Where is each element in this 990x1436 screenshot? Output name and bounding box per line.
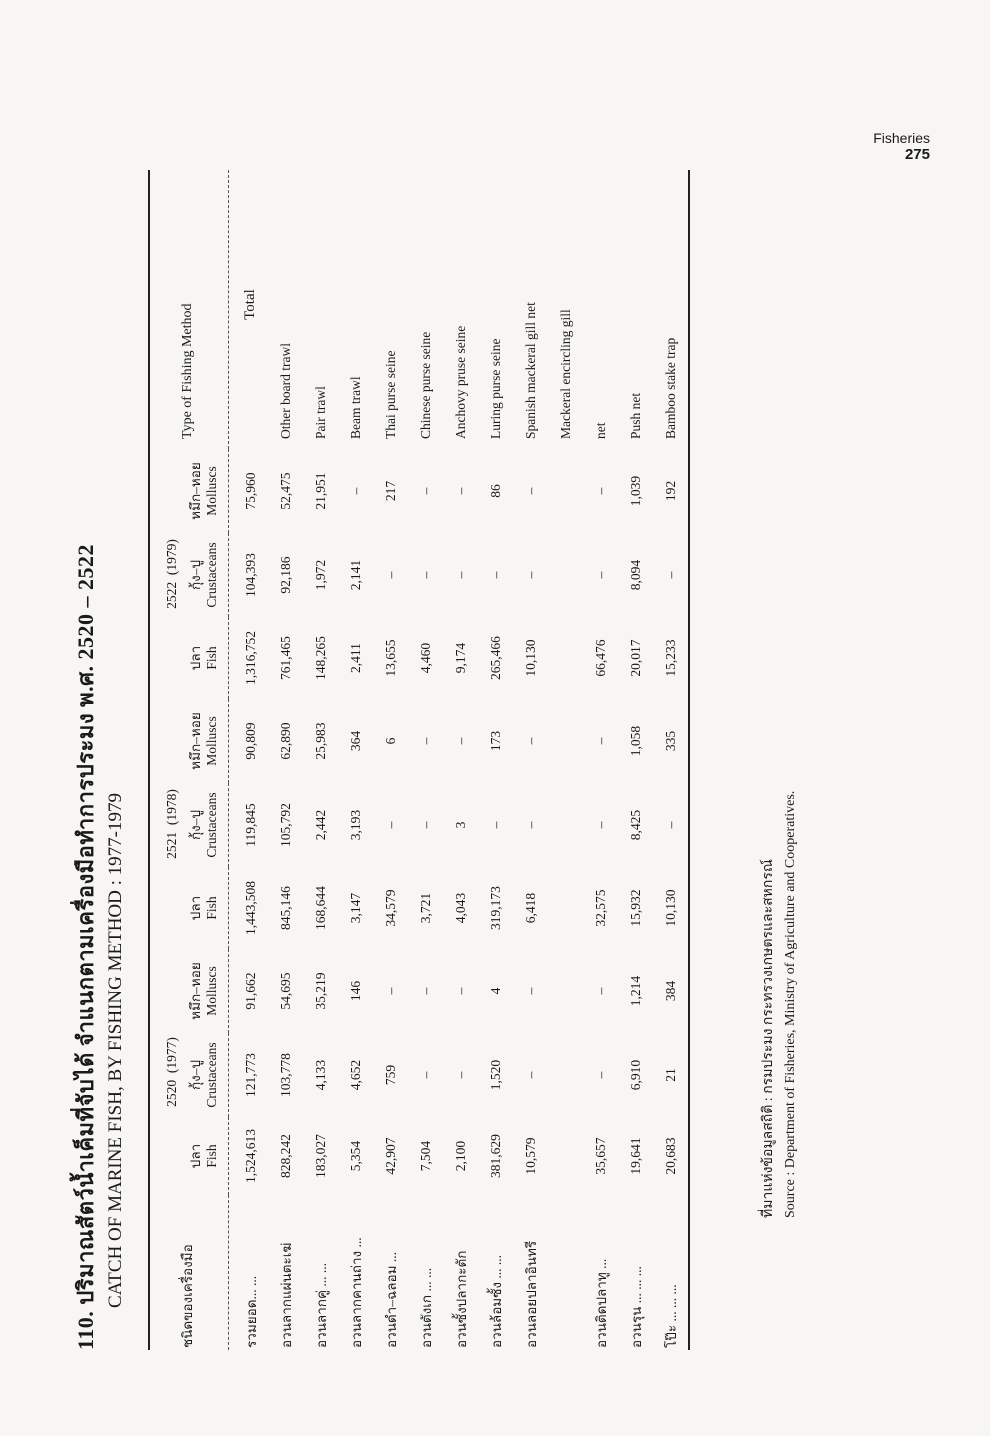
value-cell: – xyxy=(417,737,433,745)
row-label-english: Other board trawl xyxy=(277,343,293,439)
value-cell: 2,411 xyxy=(347,643,363,673)
empty-cell xyxy=(152,1195,180,1350)
source-note xyxy=(758,791,802,1218)
row-label-header-english: Type of Fishing Method xyxy=(180,303,195,439)
value-cell: 86 xyxy=(487,484,503,498)
value-cell: – xyxy=(522,737,538,745)
value-cell: 173 xyxy=(487,730,503,752)
year-ad: (1977) xyxy=(164,1037,179,1074)
value-cell: 1,524,613 xyxy=(242,1129,258,1183)
row-label-thai: อวนล้อมซั้ง ... ... xyxy=(488,1255,504,1348)
table-row xyxy=(583,170,618,1350)
col-crustaceans-1978: กุ้ง–ปู Crustaceans xyxy=(188,792,219,858)
value-cell: 21,951 xyxy=(312,472,328,510)
value-cell: 66,476 xyxy=(592,639,608,677)
row-label-thai: อวนซั้งปลากะตัก xyxy=(453,1250,469,1348)
row-label-english: Push net xyxy=(627,392,643,439)
row-label-english: Beam trawl xyxy=(347,376,363,439)
title-english: CATCH OF MARINE FISH, BY FISHING METHOD : 1977-1979 xyxy=(105,793,126,1308)
row-label-english: Mackeral encircling gill xyxy=(557,309,573,439)
value-cell: 62,890 xyxy=(277,722,293,760)
table-row xyxy=(513,170,548,1350)
value-cell: 384 xyxy=(662,980,678,1002)
col-molluscs-1978: หมึก–หอย Molluscs xyxy=(188,712,219,770)
source-thai: ที่มาแห่งข้อมูลสถิติ : กรมประมง กระทรวงเกษตรและสหกรณ์ xyxy=(761,859,776,1218)
row-label-thai: อวนตังเก ... ... xyxy=(418,1267,434,1348)
value-cell: 845,146 xyxy=(277,886,293,930)
value-cell: 8,425 xyxy=(627,809,643,841)
year-2522-header xyxy=(152,449,180,699)
value-cell: 759 xyxy=(382,1064,398,1086)
col-fish-1978: ปลา Fish xyxy=(188,895,219,921)
year-be: 2522 xyxy=(164,581,179,609)
value-cell: 7,504 xyxy=(417,1140,433,1172)
value-cell: 42,907 xyxy=(382,1137,398,1175)
value-cell: 4,043 xyxy=(452,892,468,924)
value-cell: – xyxy=(452,487,468,495)
row-label-english: Luring purse seine xyxy=(487,338,503,439)
row-label-thai: รวมยอด... ... xyxy=(243,1275,259,1348)
col-fish-1979: ปลา Fish xyxy=(188,645,219,671)
value-cell: 4,460 xyxy=(417,642,433,674)
col-crustaceans-1979: กุ้ง–ปู Crustaceans xyxy=(188,542,219,608)
value-cell: 19,641 xyxy=(627,1137,643,1175)
value-cell: 1,520 xyxy=(487,1059,503,1091)
source-english: Source : Department of Fisheries, Ministry of Agriculture and Cooperatives. xyxy=(783,790,798,1218)
row-label-english: Pair trawl xyxy=(312,386,328,439)
row-label-english: Total xyxy=(242,289,258,320)
value-cell: 35,219 xyxy=(312,972,328,1010)
value-cell: 265,466 xyxy=(487,636,503,680)
value-cell: – xyxy=(592,987,608,995)
value-cell: 364 xyxy=(347,730,363,752)
value-cell: 319,173 xyxy=(487,886,503,930)
year-be: 2521 xyxy=(164,831,179,859)
value-cell: 35,657 xyxy=(592,1137,608,1175)
value-cell: 1,316,752 xyxy=(242,631,258,685)
value-cell: 10,579 xyxy=(522,1137,538,1175)
value-cell: 8,094 xyxy=(627,559,643,591)
value-cell: – xyxy=(487,571,503,579)
value-cell: 828,242 xyxy=(277,1134,293,1178)
value-cell: – xyxy=(417,821,433,829)
value-cell: 4 xyxy=(487,987,503,995)
value-cell: 105,792 xyxy=(277,803,293,847)
table-row xyxy=(618,170,653,1350)
value-cell: 75,960 xyxy=(242,472,258,510)
row-label-thai: โป๊ะ ... ... ... xyxy=(663,1284,679,1348)
row-label-thai: อวนรุน ... ... ... xyxy=(628,1266,644,1348)
value-cell xyxy=(548,699,583,783)
total-row xyxy=(233,170,268,1350)
row-label-thai: อวนลากคานถ่าง ... xyxy=(348,1237,364,1348)
value-cell: 2,100 xyxy=(452,1140,468,1172)
value-cell: 32,575 xyxy=(592,889,608,927)
col-crustaceans-1977: กุ้ง–ปู Crustaceans xyxy=(188,1042,219,1108)
value-cell: 20,683 xyxy=(662,1137,678,1175)
year-2521-header xyxy=(152,699,180,949)
value-cell xyxy=(548,783,583,867)
year-2520-header xyxy=(152,949,180,1195)
year-ad: (1978) xyxy=(164,789,179,826)
value-cell: – xyxy=(522,821,538,829)
value-cell: – xyxy=(382,987,398,995)
page-header xyxy=(873,130,930,163)
value-cell: – xyxy=(452,737,468,745)
row-label-english: Spanish mackeral gill net xyxy=(522,302,538,439)
row-label-header-thai: ชนิดของเครื่องมือ xyxy=(180,1244,195,1348)
col-fish-1977: ปลา Fish xyxy=(188,1143,219,1169)
value-cell: 1,214 xyxy=(627,975,643,1007)
value-cell: 20,017 xyxy=(627,639,643,677)
value-cell: 15,233 xyxy=(662,639,678,677)
value-cell: 90,809 xyxy=(242,722,258,760)
value-cell: – xyxy=(592,1071,608,1079)
col-molluscs-1977: หมึก–หอย Molluscs xyxy=(188,962,219,1020)
value-cell xyxy=(548,1117,583,1195)
value-cell: 10,130 xyxy=(662,889,678,927)
table-row xyxy=(338,170,373,1350)
value-cell: 52,475 xyxy=(277,472,293,510)
value-cell: 15,932 xyxy=(627,889,643,927)
value-cell: 121,773 xyxy=(242,1053,258,1097)
value-cell: – xyxy=(522,487,538,495)
page-number: 275 xyxy=(904,146,930,163)
value-cell: – xyxy=(522,987,538,995)
row-label-thai: อวนดำ–ฉลอม ... xyxy=(383,1252,399,1348)
value-cell: 1,972 xyxy=(312,559,328,591)
value-cell: 13,655 xyxy=(382,639,398,677)
title-thai-line xyxy=(68,170,103,1350)
value-cell xyxy=(548,949,583,1033)
year-header-row xyxy=(152,170,180,1350)
rotated-page-content xyxy=(68,170,878,1350)
value-cell: 1,443,508 xyxy=(242,881,258,935)
empty-cell xyxy=(152,170,180,449)
value-cell: – xyxy=(417,487,433,495)
column-header-row xyxy=(180,170,229,1350)
value-cell: 335 xyxy=(662,730,678,752)
value-cell: 6 xyxy=(382,737,398,745)
table-row xyxy=(548,170,583,1350)
row-label-english: net xyxy=(592,422,608,439)
value-cell: 2,442 xyxy=(312,809,328,841)
value-cell: 9,174 xyxy=(452,642,468,674)
value-cell: 3,147 xyxy=(347,892,363,924)
table-body xyxy=(233,170,689,1350)
row-label-thai xyxy=(548,1195,583,1350)
table-row xyxy=(478,170,513,1350)
value-cell: 5,354 xyxy=(347,1140,363,1172)
table-number: 110. xyxy=(73,1310,98,1350)
value-cell: 10,130 xyxy=(522,639,538,677)
value-cell: 1,058 xyxy=(627,725,643,757)
value-cell xyxy=(548,449,583,533)
value-cell: – xyxy=(522,571,538,579)
value-cell: – xyxy=(382,571,398,579)
value-cell xyxy=(548,617,583,699)
value-cell: – xyxy=(522,1071,538,1079)
value-cell xyxy=(548,533,583,617)
value-cell: – xyxy=(452,1071,468,1079)
table-title xyxy=(68,170,127,1350)
value-cell: 2,141 xyxy=(347,559,363,591)
row-label-english: Bamboo stake trap xyxy=(662,337,678,439)
value-cell: – xyxy=(417,987,433,995)
row-label-english: Anchovy pruse seine xyxy=(452,325,468,439)
title-thai: ปริมาณสัตว์น้ำเค็มที่จับได้ จำแนกตามเครื่องมือทำการประมง พ.ศ. 2520 – 2522 xyxy=(73,543,98,1305)
value-cell: 54,695 xyxy=(277,972,293,1010)
value-cell: – xyxy=(347,487,363,495)
catch-table xyxy=(148,170,692,1350)
value-cell: – xyxy=(452,571,468,579)
value-cell: – xyxy=(417,571,433,579)
section-name: Fisheries xyxy=(873,130,930,146)
value-cell: 103,778 xyxy=(277,1053,293,1097)
value-cell: 92,186 xyxy=(277,556,293,594)
value-cell: 168,644 xyxy=(312,886,328,930)
value-cell: 381,629 xyxy=(487,1134,503,1178)
value-cell: – xyxy=(592,571,608,579)
row-label-english: Chinese purse seine xyxy=(417,331,433,439)
value-cell: 91,662 xyxy=(242,972,258,1010)
col-molluscs-1979: หมึก–หอย Molluscs xyxy=(188,462,219,520)
value-cell: 119,845 xyxy=(242,803,258,847)
table-row xyxy=(303,170,338,1350)
value-cell: 25,983 xyxy=(312,722,328,760)
value-cell: 34,579 xyxy=(382,889,398,927)
value-cell: 146 xyxy=(347,980,363,1002)
row-label-thai: อวนติดปลาทู ... xyxy=(593,1258,609,1348)
year-ad: (1979) xyxy=(164,539,179,576)
value-cell: 4,652 xyxy=(347,1059,363,1091)
value-cell: – xyxy=(592,821,608,829)
value-cell: – xyxy=(592,737,608,745)
value-cell: 1,039 xyxy=(627,475,643,507)
table-row xyxy=(408,170,443,1350)
value-cell: 183,027 xyxy=(312,1134,328,1178)
value-cell: 104,393 xyxy=(242,553,258,597)
table-row xyxy=(373,170,408,1350)
value-cell: 4,133 xyxy=(312,1059,328,1091)
value-cell: 761,465 xyxy=(277,636,293,680)
value-cell: – xyxy=(487,821,503,829)
year-be: 2520 xyxy=(164,1079,179,1107)
value-cell: 3,193 xyxy=(347,809,363,841)
table-row xyxy=(443,170,478,1350)
value-cell: 217 xyxy=(382,480,398,502)
value-cell: – xyxy=(592,487,608,495)
value-cell: 6,418 xyxy=(522,892,538,924)
value-cell: 3 xyxy=(452,821,468,829)
value-cell xyxy=(548,1033,583,1117)
value-cell: 21 xyxy=(662,1068,678,1082)
value-cell: – xyxy=(417,1071,433,1079)
value-cell: 6,910 xyxy=(627,1059,643,1091)
value-cell xyxy=(548,867,583,949)
value-cell: 3,721 xyxy=(417,892,433,924)
table-row xyxy=(653,170,689,1350)
row-label-thai: อวนลอยปลาอินทรี xyxy=(523,1240,539,1348)
value-cell: 192 xyxy=(662,480,678,502)
table-row xyxy=(268,170,303,1350)
value-cell: – xyxy=(662,571,678,579)
value-cell: 148,265 xyxy=(312,636,328,680)
value-cell: – xyxy=(382,821,398,829)
value-cell: – xyxy=(662,821,678,829)
row-label-thai: อวนลากแผ่นตะเฆ่ xyxy=(278,1242,294,1348)
value-cell: – xyxy=(452,987,468,995)
row-label-thai: อวนลากคู่ ... ... xyxy=(313,1263,329,1348)
row-label-english: Thai purse seine xyxy=(382,350,398,439)
